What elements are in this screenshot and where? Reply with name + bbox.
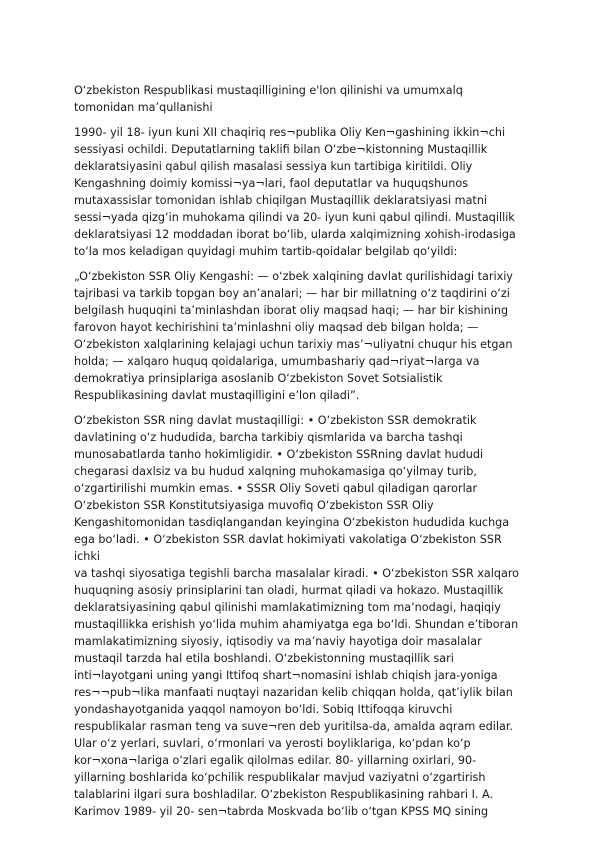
- document-page: [74, 82, 522, 828]
- paragraph-2: „O‘zbekiston SSR Oliy Kengashi: — o‘zbek xalqining davlat qurilishidagi tarixiy tajribasi va tarkib topgan boy an’analari; — har bir millatning o‘z taqdirini o‘zi belgilash huquqini ta’minlashdan iborat oliy maqsad haqi; — har bir kishining farovon hayot kechirishini ta’minlashni oliy maqsad deb bilgan holda; — O‘zbekiston xalqlarining kelajagi uchun tarixiy mas’¬uliyatni chuqur his etgan holda; — xalqaro huquq qoidalariga, umumbashariy qad¬riyat¬larga va demokratiya prinsiplariga asoslanib O‘zbekiston Sovet Sotsialistik Respublikasining davlat mustaqilligini e’lon qiladi”.: [74, 270, 513, 402]
- document-title: O‘zbekiston Respublikasi mustaqilligining e'lon qilinishi va umumxalq tomonidan ma’qullanishi: [74, 84, 463, 114]
- paragraph-3: O‘zbekiston SSR ning davlat mustaqilligi: • O‘zbekiston SSR demokratik davlatining o‘z hududida, barcha tarkibiy qismlarida va barcha tashqi munosabatlarda tanho hokimligidir. • O‘zbekiston SSRning davlat hududi chegarasi daxlsiz va bu hudud xalqning muhokamasiga qo‘yilmay turib, o‘zgartirilishi mumkin emas. • SSSR Oliy Soveti qabul qiladigan qarorlar O‘zbekiston SSR Konstitutsiyasiga muvofiq O‘zbekiston SSR Oliy Kengashitomonidan tasdiqlangandan keyingina O‘zbekiston hududida kuchga ega bo‘ladi. • O‘zbekiston SSR davlat hokimiyati vakolatiga O‘zbekiston SSR ichki va tashqi siyosatiga tegishli barcha masalalar kiradi. • O‘zbekiston SSR xalqaro huquqning asosiy prinsiplarini tan oladi, hurmat qiladi va hokazo. Mustaqillik deklaratsiyasining qabul qilinishi mamlakatimizning tom ma’nodagi, haqiqiy mustaqillikka erishish yo‘lida muhim ahamiyatga ega bo‘ldi. Shundan e’tiboran mamlakatimizning siyosiy, iqtisodiy va ma’naviy hayotiga doir masalalar mustaqil tarzda hal etila boshlandi. O‘zbekistonning mustaqillik sari inti¬layotgani uning yangi Ittifoq shart¬nomasini ishlab chiqish jara-yoniga res¬¬pub¬lika manfaati nuqtayi nazaridan kelib chiqqan holda, qat’iylik bilan yondashayotganida yaqqol namoyon bo‘ldi. Sobiq Ittifoqqa kiruvchi respublikalar rasman teng va suve¬ren deb yuritilsa-da, amalda aqram edilar. Ular o‘z yerlari, suvlari, o‘rmonlari va yerosti boyliklariga, ko‘pdan ko‘p kor¬xona¬lariga o‘zlari egalik qilolmas edilar. 80- yillarning oxirlari, 90- yillarning boshlarida ko‘pchilik respublikalar mavjud vaziyatni o‘zgartirish talablarini ilgari sura boshladilar. O‘zbekiston Respublikasining rahbari I. A. Karimov 1989- yil 20- sen¬tabrda Moskvada bo‘lib o‘tgan KPSS MQ sining: [74, 414, 520, 818]
- paragraph-1: 1990- yil 18- iyun kuni XII chaqiriq res¬publika Oliy Ken¬gashining ikkin¬chi sessiyasi ochildi. Deputatlarning taklifi bilan O‘zbe¬kistonning Mustaqillik deklaratsiyasini qabul qilish masalasi sessiya kun tartibiga kiritildi. Oliy Kengashning doimiy komissi¬ya¬lari, faol deputatlar va huquqshunos mutaxassislar tomonidan ishlab chiqilgan Mustaqillik deklaratsiyasi matni sessi¬yada qizg‘in muhokama qilindi va 20- iyun kuni qabul qilindi. Mustaqillik deklaratsiyasi 12 moddadan iborat bo‘lib, ularda xalqimizning xohish-irodasiga to‘la mos keladigan quyidagi muhim tartib-qoidalar belgilab qo‘yildi:: [74, 126, 516, 258]
